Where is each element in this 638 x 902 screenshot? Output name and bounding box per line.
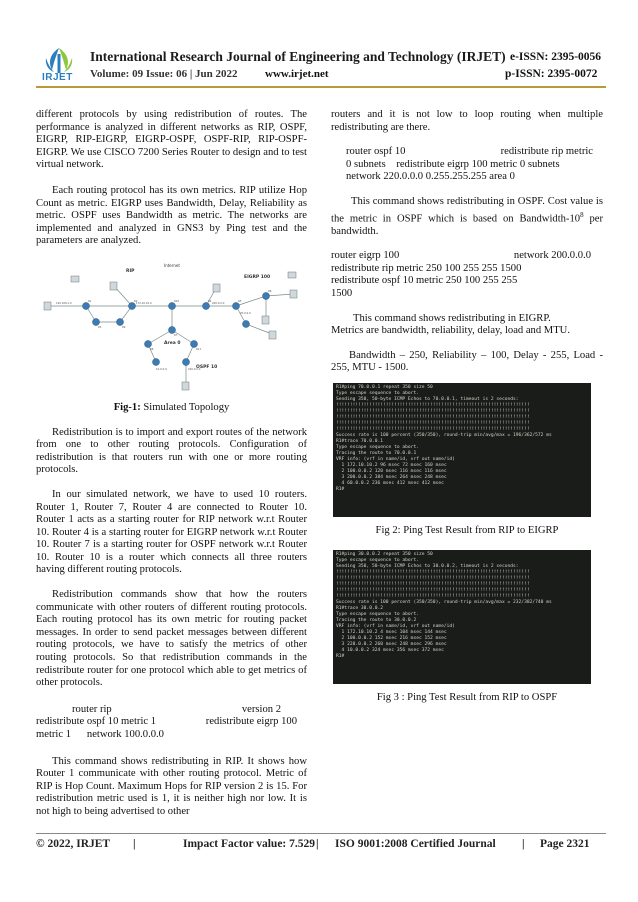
superscript: 8 bbox=[580, 210, 584, 219]
svg-text:70.0.0.0: 70.0.0.0 bbox=[240, 311, 251, 315]
terminal-line: 1 172.10.10.2 96 msec 72 msec 160 msec bbox=[336, 463, 447, 469]
footer-separator: | bbox=[133, 838, 136, 850]
svg-text:172.10.10.0: 172.10.10.0 bbox=[136, 301, 152, 305]
eigrp-command-block bbox=[331, 250, 603, 300]
journal-logo bbox=[36, 44, 82, 84]
terminal-screenshot-rip-ospf bbox=[333, 550, 591, 684]
footer-rule bbox=[36, 833, 606, 834]
code-line: redistribute rip metric 250 100 255 255 1500 bbox=[331, 262, 522, 274]
paragraph: Each routing protocol has its own metrics. RIP utilize Hop Count as metric. EIGRP uses Bandwidth, Delay, Reliability as metric. OSPF uses Bandwidth as metric. The networks are implemented and analyzed in GNS3 by Ping test and the parameters are analyzed. bbox=[36, 184, 307, 247]
terminal-line: !!!!!!!!!!!!!!!!!!!!!!!!!!!!!!!!!!!!!!!!!!!!!!!!!!!!!!!!!!!!!!!!!!!!!! bbox=[336, 593, 530, 599]
right-column bbox=[331, 109, 603, 704]
svg-text:R6: R6 bbox=[268, 289, 272, 293]
paragraph-text: This command shows redistributing in OSPF. Cost value is the metric in OSPF which is based on Bandwidth-10 bbox=[331, 195, 603, 225]
region-label-eigrp: EIGRP 100 bbox=[244, 274, 271, 280]
figure-2-caption: Fig 2: Ping Test Result from RIP to EIGRP bbox=[375, 525, 559, 537]
terminal-line: Type escape sequence to abort. bbox=[336, 445, 419, 451]
header-rule bbox=[36, 86, 606, 88]
figure-1-caption bbox=[36, 402, 307, 415]
journal-title: International Research Journal of Engineering and Technology (IRJET) bbox=[90, 49, 506, 64]
terminal-line: R1#trace 30.0.0.2 bbox=[336, 605, 384, 611]
svg-text:R3: R3 bbox=[98, 325, 102, 329]
terminal-line: Type escape sequence to abort. bbox=[336, 611, 419, 617]
svg-text:R7: R7 bbox=[174, 333, 178, 337]
terminal-line: !!!!!!!!!!!!!!!!!!!!!!!!!!!!!!!!!!!!!!!!!!!!!!!!!!!!!!!!!!!!!!!!!!!!!! bbox=[336, 587, 530, 593]
terminal-line: 3 200.0.0.2 384 msec 264 msec 248 msec bbox=[336, 475, 447, 481]
code-line: version 2 bbox=[241, 703, 281, 715]
paragraph bbox=[331, 196, 603, 238]
terminal-line: Type escape sequence to abort. bbox=[336, 391, 419, 397]
region-label-ospf: OSPF 10 bbox=[196, 364, 218, 370]
paragraph: Redistribution is to import and export routes of the network from one to other routing protocols. Configuration of redistribution is that routers run with one or more routing protocols. bbox=[36, 426, 307, 476]
figure-3-caption: Fig 3 : Ping Test Result from RIP to OSPF bbox=[376, 691, 558, 703]
terminal-line: VRF info: (vrf in name/id, vrf out name/id) bbox=[336, 457, 455, 463]
code-line: redistribute rip metric bbox=[500, 146, 593, 158]
terminal-line: R1# bbox=[336, 653, 345, 659]
terminal-line: R1# bbox=[336, 487, 345, 493]
svg-text:220.0.0.0: 220.0.0.0 bbox=[188, 367, 201, 371]
terminal-line: Tracing the route to 30.0.0.2 bbox=[336, 617, 417, 623]
code-line: network 200.0.0.0 bbox=[513, 250, 591, 262]
topology-figure bbox=[36, 258, 307, 396]
terminal-line: !!!!!!!!!!!!!!!!!!!!!!!!!!!!!!!!!!!!!!!!!!!!!!!!!!!!!!!!!!!!!!!!!!!!!! bbox=[336, 403, 530, 409]
terminal-line: Sending 350, 50-byte ICMP Echos to 30.0.0.2, timeout is 2 seconds: bbox=[336, 563, 519, 569]
figure-1-label: Fig-1: bbox=[113, 401, 141, 413]
paragraph: Bandwidth – 250, Reliability – 100, Delay - 255, Load - 255, MTU - 1500. bbox=[331, 349, 603, 374]
rip-command-block bbox=[36, 704, 307, 742]
svg-text:192.168.1.0: 192.168.1.0 bbox=[56, 301, 72, 305]
region-label-area0: Area 0 bbox=[164, 340, 181, 346]
terminal-line: !!!!!!!!!!!!!!!!!!!!!!!!!!!!!!!!!!!!!!!!!!!!!!!!!!!!!!!!!!!!!!!!!!!!!! bbox=[336, 575, 530, 581]
footer-copyright: © 2022, IRJET bbox=[36, 838, 111, 850]
terminal-line: 1 172.10.10.2 4 msec 104 msec 144 msec bbox=[336, 629, 447, 635]
paragraph: routers and it is not low to loop routing when multiple redistributing are there. bbox=[331, 109, 603, 133]
paragraph: In our simulated network, we have to used 10 routers. Router 1, Router 7, Router 4 are connected to Router 10. Router 1 acts as a starting router for RIP network w.r.t Router 10. Router 4 is a starting router for EIGRP network w.r.t Router 10. Router 7 is a starting router for OSPF network w.r.t Router 10. Router 10 is a router which connects all three routers having different routing protocols. bbox=[36, 488, 307, 576]
svg-text:10.0.0.0: 10.0.0.0 bbox=[156, 367, 167, 371]
paragraph-text: per bandwidth. bbox=[331, 213, 603, 237]
footer-separator: | bbox=[316, 838, 319, 850]
paragraph: This command shows redistributing in RIP. It shows how Router 1 communicate with other routing protocol. Metric of RIP is Hop Count. Maximum Hops for RIP version 2 is 15. For redistribution metric used is 1, it is neither high nor low. It is not high to being advertised to other bbox=[36, 755, 307, 817]
code-line: redistribute ospf 10 metric 1 bbox=[36, 716, 157, 728]
region-label-internet: Internet bbox=[164, 262, 180, 268]
terminal-line: 4 60.0.0.2 236 msec 412 msec 412 msec bbox=[336, 481, 444, 487]
code-line: 0 subnets redistribute eigrp 100 metric 0 subnets bbox=[346, 158, 560, 170]
paragraph: This command shows redistributing in EIGRP. bbox=[353, 312, 551, 324]
code-line: 1500 bbox=[331, 288, 353, 300]
terminal-line: !!!!!!!!!!!!!!!!!!!!!!!!!!!!!!!!!!!!!!!!!!!!!!!!!!!!!!!!!!!!!!!!!!!!!! bbox=[336, 421, 530, 427]
terminal-line: Tracing the route to 70.0.0.1 bbox=[336, 451, 417, 457]
svg-text:R11: R11 bbox=[196, 347, 202, 351]
terminal-line: Sending 350, 50-byte ICMP Echos to 70.0.0.1, timeout is 2 seconds: bbox=[336, 397, 519, 403]
terminal-line: !!!!!!!!!!!!!!!!!!!!!!!!!!!!!!!!!!!!!!!!!!!!!!!!!!!!!!!!!!!!!!!!!!!!!! bbox=[336, 427, 530, 433]
svg-text:R2: R2 bbox=[134, 299, 138, 303]
code-line: router rip bbox=[72, 703, 112, 715]
volume-issue: Volume: 09 Issue: 06 | Jun 2022 bbox=[90, 68, 238, 80]
left-column bbox=[36, 109, 307, 819]
svg-text:R4: R4 bbox=[208, 299, 212, 303]
paragraph: Metrics are bandwidth, reliability, delay, load and MTU. bbox=[331, 325, 570, 337]
footer-impact-factor: Impact Factor value: 7.529 bbox=[183, 838, 316, 850]
terminal-line: 2 100.0.0.2 120 msec 116 msec 116 msec bbox=[336, 469, 447, 475]
code-line: metric 1 network 100.0.0.0 bbox=[36, 729, 164, 740]
svg-text:200.0.0.0: 200.0.0.0 bbox=[212, 301, 225, 305]
figure-1-caption-text: Simulated Topology bbox=[140, 401, 230, 413]
terminal-line: Success rate is 100 percent (350/350), round-trip min/avg/max = 196/362/572 ms bbox=[336, 433, 552, 439]
terminal-line: R1#ping 30.0.0.2 repeat 350 size 50 bbox=[336, 551, 433, 557]
terminal-line: !!!!!!!!!!!!!!!!!!!!!!!!!!!!!!!!!!!!!!!!!!!!!!!!!!!!!!!!!!!!!!!!!!!!!! bbox=[336, 415, 530, 421]
code-line: router eigrp 100 bbox=[331, 250, 400, 262]
terminal-line: Success rate is 100 percent (350/350), round-trip min/avg/max = 232/382/740 ms bbox=[336, 599, 552, 605]
footer-page-number: Page 2321 bbox=[540, 838, 590, 850]
terminal-line: 4 10.0.0.2 324 msec 356 msec 372 msec bbox=[336, 647, 444, 653]
journal-website-link[interactable]: www.irjet.net bbox=[265, 68, 329, 80]
terminal-line: 2 100.0.0.2 152 msec 216 msec 152 msec bbox=[336, 635, 447, 641]
terminal-line: 3 220.0.0.2 260 msec 248 msec 296 msec bbox=[336, 641, 447, 647]
ospf-command-block bbox=[331, 146, 603, 184]
terminal-line: R1#ping 70.0.0.1 repeat 350 size 50 bbox=[336, 385, 433, 391]
terminal-line: VRF info: (vrf in name/id, vrf out name/id) bbox=[336, 623, 455, 629]
paragraph: different protocols by using redistribution of routes. The performance is analyzed in different networks as RIP, OSPF, EIGRP, RIP-EIGRP, EIGRP-OSPF, OSPF-RIP, RIP-OSPF-EIGRP. We use CISCO 7200 Series Router to design and to test virtual network. bbox=[36, 109, 307, 171]
terminal-line: !!!!!!!!!!!!!!!!!!!!!!!!!!!!!!!!!!!!!!!!!!!!!!!!!!!!!!!!!!!!!!!!!!!!!! bbox=[336, 581, 530, 587]
footer-iso: ISO 9001:2008 Certified Journal bbox=[335, 838, 496, 850]
terminal-line: R1#trace 70.0.0.1 bbox=[336, 439, 384, 445]
svg-text:R9: R9 bbox=[122, 325, 126, 329]
logo-text: IRJET bbox=[42, 72, 73, 83]
svg-text:R5: R5 bbox=[238, 299, 242, 303]
region-label-rip: RIP bbox=[126, 268, 135, 274]
terminal-line: !!!!!!!!!!!!!!!!!!!!!!!!!!!!!!!!!!!!!!!!!!!!!!!!!!!!!!!!!!!!!!!!!!!!!! bbox=[336, 569, 530, 575]
terminal-line: Type escape sequence to abort. bbox=[336, 557, 419, 563]
svg-text:R10: R10 bbox=[174, 299, 180, 303]
footer-separator: | bbox=[522, 838, 525, 850]
code-line: router ospf 10 bbox=[346, 146, 406, 158]
code-line: redistribute ospf 10 metric 250 100 255 255 bbox=[331, 275, 518, 287]
terminal-line: !!!!!!!!!!!!!!!!!!!!!!!!!!!!!!!!!!!!!!!!!!!!!!!!!!!!!!!!!!!!!!!!!!!!!! bbox=[336, 409, 530, 415]
code-line: network 220.0.0.0 0.255.255.255 area 0 bbox=[346, 171, 515, 183]
svg-text:R1: R1 bbox=[88, 299, 92, 303]
svg-text:R8: R8 bbox=[150, 347, 154, 351]
paragraph: Redistribution commands show that how the routers communicate with other routers of different routing protocols. Each routing protocol has its own metric for routing packet messages. In order to send packet messages between different routing protocols, we have to satisfy the metrics of other routing protocols. So that redistribution commands in the redistribute router for one protocol which able to get metrics of other protocols. bbox=[36, 589, 307, 689]
p-issn: p-ISSN: 2395-0072 bbox=[505, 68, 598, 80]
terminal-screenshot-rip-eigrp bbox=[333, 383, 591, 517]
e-issn: e-ISSN: 2395-0056 bbox=[510, 51, 602, 63]
code-line: redistribute eigrp 100 bbox=[205, 716, 297, 728]
